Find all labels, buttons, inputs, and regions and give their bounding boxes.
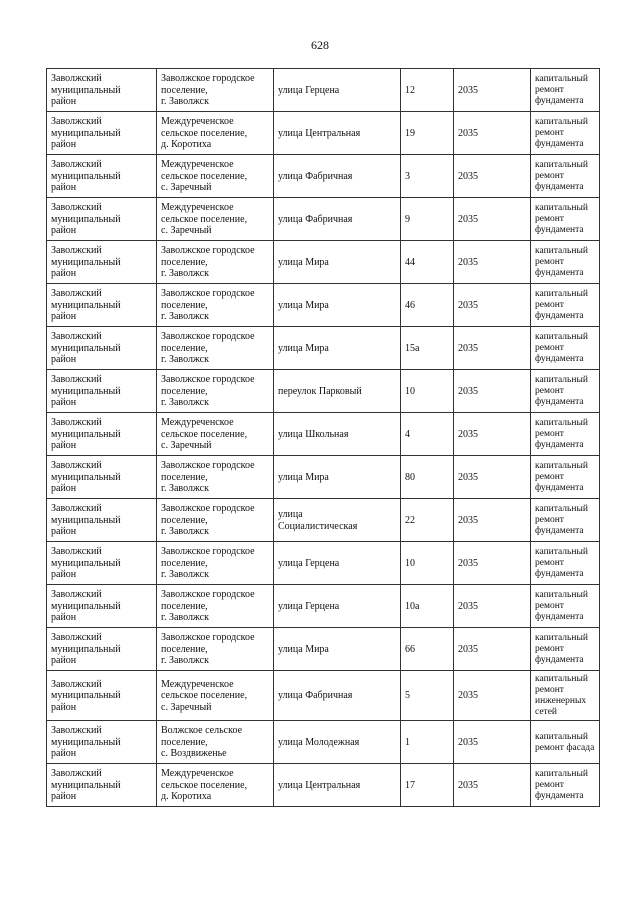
work-type-cell <box>531 764 600 807</box>
cell-line: фундамента <box>535 225 584 235</box>
table-row <box>47 671 600 721</box>
cell-line: ремонт <box>535 386 564 396</box>
cell-line: Заволжский <box>51 202 102 214</box>
table-row <box>47 241 600 284</box>
settlement-cell <box>157 69 274 112</box>
cell-line: сельское поселение, <box>161 690 248 702</box>
work-type-cell <box>531 155 600 198</box>
settlement-cell <box>157 671 274 721</box>
cell-line: улица Мира <box>278 299 329 311</box>
settlement-cell <box>157 112 274 155</box>
cell-line: улица Молодежная <box>278 736 360 748</box>
district-cell <box>47 284 157 327</box>
cell-line: Заволжский <box>51 288 102 300</box>
cell-line: инженерных <box>535 696 587 706</box>
cell-line: район <box>51 483 77 495</box>
work-type-cell <box>531 370 600 413</box>
settlement-cell <box>157 764 274 807</box>
house-number-cell: 10 <box>401 542 454 585</box>
district-cell <box>47 585 157 628</box>
cell-line: Заволжский <box>51 331 102 343</box>
street-cell <box>274 721 401 764</box>
cell-line: Заволжский <box>51 460 102 472</box>
cell-line: фундамента <box>535 354 584 364</box>
year-cell: 2035 <box>454 284 531 327</box>
cell-line: Междуреченское <box>161 159 234 171</box>
district-cell <box>47 370 157 413</box>
cell-line: фундамента <box>535 268 584 278</box>
cell-line: район <box>51 569 77 581</box>
district-cell <box>47 155 157 198</box>
cell-line: Заволжский <box>51 725 102 737</box>
cell-line: ремонт <box>535 171 564 181</box>
settlement-cell <box>157 585 274 628</box>
year-cell: 2035 <box>454 370 531 413</box>
cell-line: г. Заволжск <box>161 96 209 108</box>
house-number-cell: 12 <box>401 69 454 112</box>
cell-line: поселение, <box>161 342 208 354</box>
cell-line: капитальный <box>535 731 588 742</box>
year-cell: 2035 <box>454 585 531 628</box>
cell-line: район <box>51 748 77 760</box>
cell-line: капитальный <box>535 289 588 299</box>
cell-line: район <box>51 655 77 667</box>
year-cell: 2035 <box>454 198 531 241</box>
district-cell <box>47 721 157 764</box>
work-type-cell <box>531 499 600 542</box>
cell-line: район <box>51 311 77 323</box>
cell-line: муниципальный <box>51 385 121 397</box>
cell-line: переулок Парковый <box>278 385 362 397</box>
cell-line: улица Мира <box>278 471 329 483</box>
house-number-cell: 10 <box>401 370 454 413</box>
year-cell: 2035 <box>454 499 531 542</box>
cell-line: Заволжский <box>51 678 102 690</box>
cell-line: капитальный <box>535 332 588 342</box>
cell-line: муниципальный <box>51 84 121 96</box>
cell-line: фундамента <box>535 791 584 801</box>
house-number-cell: 3 <box>401 155 454 198</box>
cell-line: Заволжский <box>51 546 102 558</box>
cell-line: фундамента <box>535 311 584 321</box>
cell-line: Заволжское городское <box>161 503 255 515</box>
settlement-cell <box>157 370 274 413</box>
street-cell <box>274 764 401 807</box>
cell-line: капитальный <box>535 633 588 643</box>
cell-line: д. Коротиха <box>161 139 212 151</box>
year-cell: 2035 <box>454 413 531 456</box>
cell-line: муниципальный <box>51 736 121 748</box>
cell-line: Заволжское городское <box>161 374 255 386</box>
work-type-cell <box>531 69 600 112</box>
house-number-cell: 22 <box>401 499 454 542</box>
cell-line: Заволжское городское <box>161 460 255 472</box>
cell-line: капитальный <box>535 117 588 127</box>
house-number-cell: 15а <box>401 327 454 370</box>
cell-line: ремонт <box>535 472 564 482</box>
cell-line: муниципальный <box>51 514 121 526</box>
cell-line: поселение, <box>161 643 208 655</box>
cell-line: муниципальный <box>51 256 121 268</box>
cell-line: г. Заволжск <box>161 526 209 538</box>
cell-line: муниципальный <box>51 643 121 655</box>
work-type-cell <box>531 413 600 456</box>
settlement-cell <box>157 542 274 585</box>
district-cell <box>47 327 157 370</box>
table-row <box>47 327 600 370</box>
cell-line: район <box>51 354 77 366</box>
house-number-cell: 17 <box>401 764 454 807</box>
cell-line: капитальный <box>535 547 588 557</box>
cell-line: фундамента <box>535 397 584 407</box>
table-row <box>47 155 600 198</box>
settlement-cell <box>157 327 274 370</box>
cell-line: ремонт <box>535 558 564 568</box>
street-cell <box>274 241 401 284</box>
cell-line: улица Мира <box>278 342 329 354</box>
street-cell <box>274 456 401 499</box>
house-number-cell: 5 <box>401 671 454 721</box>
settlement-cell <box>157 456 274 499</box>
cell-line: Заволжское городское <box>161 245 255 257</box>
cell-line: улица Герцена <box>278 84 340 96</box>
cell-line: капитальный <box>535 418 588 428</box>
cell-line: капитальный <box>535 769 588 779</box>
cell-line: фундамента <box>535 483 584 493</box>
settlement-cell <box>157 628 274 671</box>
district-cell <box>47 628 157 671</box>
cell-line: Заволжский <box>51 589 102 601</box>
work-type-cell <box>531 112 600 155</box>
work-type-cell <box>531 542 600 585</box>
table-row <box>47 69 600 112</box>
cell-line: поселение, <box>161 299 208 311</box>
year-cell: 2035 <box>454 69 531 112</box>
year-cell: 2035 <box>454 112 531 155</box>
settlement-cell <box>157 413 274 456</box>
house-number-cell: 80 <box>401 456 454 499</box>
cell-line: г. Заволжск <box>161 612 209 624</box>
housing-repair-table <box>46 68 600 807</box>
cell-line: фундамента <box>535 96 584 106</box>
cell-line: ремонт <box>535 515 564 525</box>
cell-line: Междуреченское <box>161 116 234 128</box>
work-type-cell <box>531 456 600 499</box>
district-cell <box>47 413 157 456</box>
cell-line: район <box>51 182 77 194</box>
district-cell <box>47 499 157 542</box>
cell-line: капитальный <box>535 203 588 213</box>
cell-line: ремонт фасада <box>535 742 595 753</box>
cell-line: фундамента <box>535 526 584 536</box>
cell-line: район <box>51 701 77 713</box>
cell-line: муниципальный <box>51 213 121 225</box>
cell-line: муниципальный <box>51 299 121 311</box>
cell-line: г. Заволжск <box>161 569 209 581</box>
cell-line: улица Мира <box>278 256 329 268</box>
cell-line: фундамента <box>535 139 584 149</box>
cell-line: Заволжское городское <box>161 288 255 300</box>
street-cell <box>274 413 401 456</box>
year-cell: 2035 <box>454 241 531 284</box>
cell-line: Заволжское городское <box>161 331 255 343</box>
street-cell <box>274 585 401 628</box>
cell-line: муниципальный <box>51 779 121 791</box>
year-cell: 2035 <box>454 155 531 198</box>
cell-line: район <box>51 397 77 409</box>
table-row <box>47 284 600 327</box>
street-cell <box>274 155 401 198</box>
cell-line: капитальный <box>535 504 588 514</box>
work-type-cell <box>531 628 600 671</box>
cell-line: капитальный <box>535 674 588 684</box>
table-row <box>47 764 600 807</box>
settlement-cell <box>157 241 274 284</box>
table-row <box>47 456 600 499</box>
cell-line: район <box>51 225 77 237</box>
cell-line: улица <box>278 509 303 520</box>
cell-line: капитальный <box>535 246 588 256</box>
cell-line: фундамента <box>535 440 584 450</box>
cell-line: с. Воздвиженье <box>161 748 227 760</box>
house-number-cell: 66 <box>401 628 454 671</box>
cell-line: улица Мира <box>278 643 329 655</box>
cell-line: сельское поселение, <box>161 127 248 139</box>
cell-line: капитальный <box>535 590 588 600</box>
cell-line: поселение, <box>161 385 208 397</box>
cell-line: улица Школьная <box>278 428 349 440</box>
table-row <box>47 112 600 155</box>
cell-line: фундамента <box>535 655 584 665</box>
cell-line: Заволжский <box>51 417 102 429</box>
cell-line: капитальный <box>535 160 588 170</box>
settlement-cell <box>157 499 274 542</box>
cell-line: улица Фабричная <box>278 213 353 225</box>
cell-line: ремонт <box>535 300 564 310</box>
street-cell <box>274 542 401 585</box>
house-number-cell: 9 <box>401 198 454 241</box>
cell-line: г. Заволжск <box>161 655 209 667</box>
cell-line: Заволжский <box>51 374 102 386</box>
cell-line: ремонт <box>535 601 564 611</box>
work-type-cell <box>531 671 600 721</box>
cell-line: сельское поселение, <box>161 779 248 791</box>
cell-line: муниципальный <box>51 127 121 139</box>
cell-line: улица Центральная <box>278 127 361 139</box>
cell-line: ремонт <box>535 780 564 790</box>
street-cell <box>274 628 401 671</box>
cell-line: муниципальный <box>51 342 121 354</box>
cell-line: Заволжское городское <box>161 632 255 644</box>
cell-line: Междуреченское <box>161 202 234 214</box>
work-type-cell <box>531 327 600 370</box>
page-number: 628 <box>311 38 329 52</box>
district-cell <box>47 241 157 284</box>
cell-line: капитальный <box>535 74 588 84</box>
cell-line: Волжское сельское <box>161 725 243 737</box>
cell-line: район <box>51 96 77 108</box>
cell-line: район <box>51 612 77 624</box>
cell-line: муниципальный <box>51 690 121 702</box>
work-type-cell <box>531 241 600 284</box>
settlement-cell <box>157 155 274 198</box>
cell-line: Заволжский <box>51 632 102 644</box>
cell-line: с. Заречный <box>161 440 212 452</box>
year-cell: 2035 <box>454 721 531 764</box>
cell-line: улица Герцена <box>278 557 340 569</box>
cell-line: ремонт <box>535 85 564 95</box>
cell-line: поселение, <box>161 736 208 748</box>
cell-line: ремонт <box>535 343 564 353</box>
cell-line: муниципальный <box>51 471 121 483</box>
settlement-cell <box>157 284 274 327</box>
cell-line: ремонт <box>535 257 564 267</box>
cell-line: улица Центральная <box>278 779 361 791</box>
cell-line: Заволжское городское <box>161 589 255 601</box>
cell-line: г. Заволжск <box>161 311 209 323</box>
cell-line: ремонт <box>535 429 564 439</box>
year-cell: 2035 <box>454 542 531 585</box>
district-cell <box>47 198 157 241</box>
cell-line: улица Фабричная <box>278 170 353 182</box>
cell-line: Заволжский <box>51 73 102 85</box>
year-cell: 2035 <box>454 671 531 721</box>
cell-line: ремонт <box>535 214 564 224</box>
street-cell <box>274 499 401 542</box>
district-cell <box>47 542 157 585</box>
cell-line: фундамента <box>535 182 584 192</box>
settlement-cell <box>157 721 274 764</box>
cell-line: Заволжский <box>51 503 102 515</box>
cell-line: муниципальный <box>51 170 121 182</box>
street-cell <box>274 198 401 241</box>
table-row <box>47 499 600 542</box>
cell-line: поселение, <box>161 514 208 526</box>
work-type-cell <box>531 585 600 628</box>
cell-line: поселение, <box>161 600 208 612</box>
cell-line: муниципальный <box>51 428 121 440</box>
house-number-cell: 46 <box>401 284 454 327</box>
cell-line: район <box>51 791 77 803</box>
table-body <box>47 69 600 807</box>
cell-line: с. Заречный <box>161 701 212 713</box>
cell-line: Междуреченское <box>161 417 234 429</box>
cell-line: Заволжское городское <box>161 73 255 85</box>
cell-line: сельское поселение, <box>161 213 248 225</box>
cell-line: улица Фабричная <box>278 690 353 702</box>
work-type-cell <box>531 721 600 764</box>
cell-line: Социалистическая <box>278 520 358 532</box>
cell-line: г. Заволжск <box>161 483 209 495</box>
table-row <box>47 198 600 241</box>
year-cell: 2035 <box>454 327 531 370</box>
settlement-cell <box>157 198 274 241</box>
district-cell <box>47 764 157 807</box>
year-cell: 2035 <box>454 456 531 499</box>
cell-line: г. Заволжск <box>161 397 209 409</box>
cell-line: район <box>51 268 77 280</box>
cell-line: Междуреченское <box>161 678 234 690</box>
cell-line: поселение, <box>161 256 208 268</box>
street-cell <box>274 69 401 112</box>
street-cell <box>274 112 401 155</box>
work-type-cell <box>531 284 600 327</box>
cell-line: район <box>51 440 77 452</box>
cell-line: ремонт <box>535 644 564 654</box>
cell-line: г. Заволжск <box>161 268 209 280</box>
cell-line: район <box>51 526 77 538</box>
cell-line: поселение, <box>161 471 208 483</box>
table-row <box>47 413 600 456</box>
house-number-cell: 4 <box>401 413 454 456</box>
year-cell: 2035 <box>454 764 531 807</box>
year-cell: 2035 <box>454 628 531 671</box>
street-cell <box>274 671 401 721</box>
street-cell <box>274 327 401 370</box>
district-cell <box>47 112 157 155</box>
cell-line: Заволжский <box>51 245 102 257</box>
cell-line: ремонт <box>535 128 564 138</box>
work-type-cell <box>531 198 600 241</box>
cell-line: с. Заречный <box>161 182 212 194</box>
house-number-cell: 10а <box>401 585 454 628</box>
cell-line: г. Заволжск <box>161 354 209 366</box>
district-cell <box>47 671 157 721</box>
cell-line: улица Герцена <box>278 600 340 612</box>
cell-line: капитальный <box>535 461 588 471</box>
cell-line: фундамента <box>535 612 584 622</box>
cell-line: поселение, <box>161 557 208 569</box>
house-number-cell: 44 <box>401 241 454 284</box>
cell-line: Заволжский <box>51 116 102 128</box>
cell-line: муниципальный <box>51 557 121 569</box>
cell-line: капитальный <box>535 375 588 385</box>
house-number-cell: 19 <box>401 112 454 155</box>
cell-line: Заволжское городское <box>161 546 255 558</box>
cell-line: район <box>51 139 77 151</box>
cell-line: фундамента <box>535 569 584 579</box>
cell-line: сетей <box>535 707 558 717</box>
cell-line: ремонт <box>535 685 564 695</box>
street-cell <box>274 370 401 413</box>
cell-line: с. Заречный <box>161 225 212 237</box>
cell-line: сельское поселение, <box>161 170 248 182</box>
cell-line: Заволжский <box>51 159 102 171</box>
cell-line: сельское поселение, <box>161 428 248 440</box>
house-number-cell: 1 <box>401 721 454 764</box>
cell-line: д. Коротиха <box>161 791 212 803</box>
district-cell <box>47 69 157 112</box>
cell-line: поселение, <box>161 84 208 96</box>
cell-line: муниципальный <box>51 600 121 612</box>
district-cell <box>47 456 157 499</box>
street-cell <box>274 284 401 327</box>
cell-line: Междуреченское <box>161 768 234 780</box>
table-row <box>47 721 600 764</box>
table-row <box>47 628 600 671</box>
table-row <box>47 542 600 585</box>
cell-line: Заволжский <box>51 768 102 780</box>
table-row <box>47 585 600 628</box>
table-row <box>47 370 600 413</box>
